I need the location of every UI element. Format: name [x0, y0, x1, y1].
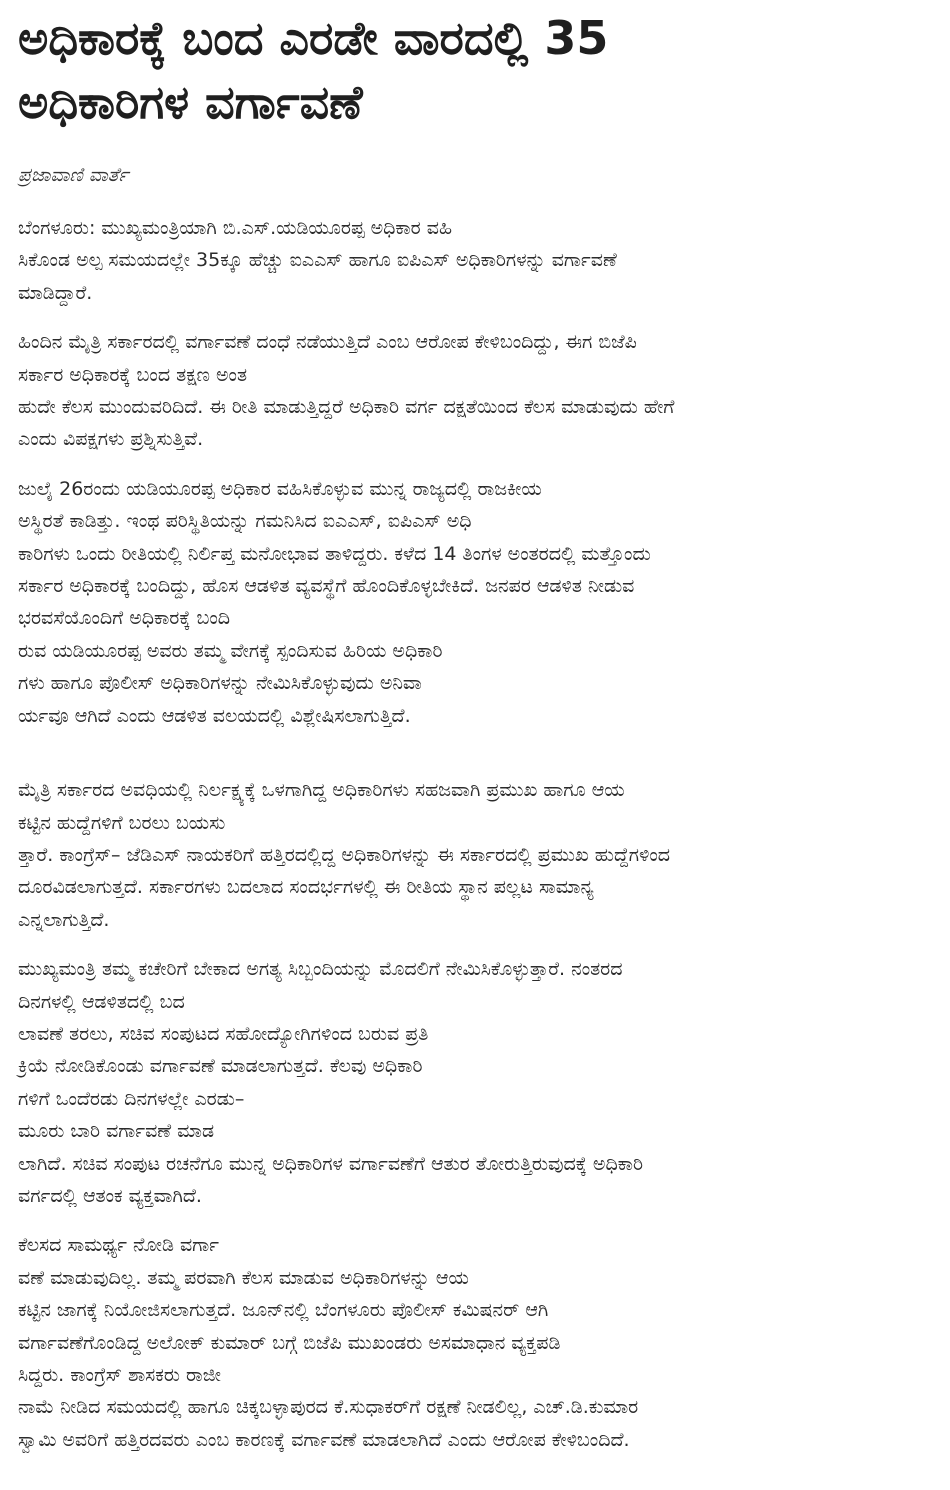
paragraph-line: ಗಳು ಹಾಗೂ ಪೊಲೀಸ್ ಅಧಿಕಾರಿಗಳನ್ನು ನೇಮಿಸಿಕೊಳ್ಳುವುದು ಅನಿವಾ: [18, 672, 422, 695]
article-page: [0, 6, 950, 1490]
paragraph-line: ಲಾಗಿದೆ. ಸಚಿವ ಸಂಪುಟ ರಚನೆಗೂ ಮುನ್ನ ಅಧಿಕಾರಿಗಳ ವರ್ಗಾವಣೆಗೆ ಆತುರ ತೋರುತ್ತಿರುವುದಕ್ಕೆ ಅಧಿಕಾರಿ: [18, 1152, 644, 1175]
article-headline: [18, 6, 930, 134]
paragraph-line: ರುವ ಯಡಿಯೂರಪ್ಪ ಅವರು ತಮ್ಮ ವೇಗಕ್ಕೆ ಸ್ಪಂದಿಸುವ ಹಿರಿಯ ಅಧಿಕಾರಿ: [18, 639, 443, 662]
paragraph-line: ವಣೆ ಮಾಡುವುದಿಲ್ಲ. ತಮ್ಮ ಪರವಾಗಿ ಕೆಲಸ ಮಾಡುವ ಅಧಿಕಾರಿಗಳನ್ನು ಆಯ: [18, 1266, 469, 1289]
paragraph-line: ಮುಖ್ಯಮಂತ್ರಿ ತಮ್ಮ ಕಚೇರಿಗೆ ಬೇಕಾದ ಅಗತ್ಯ ಸಿಬ್ಬಂದಿಯನ್ನು ಮೊದಲಿಗೆ ನೇಮಿಸಿಕೊಳ್ಳುತ್ತಾರೆ. ನಂತರದ: [18, 958, 623, 981]
paragraph-line: ಎಂದು ವಿಪಕ್ಷಗಳು ಪ್ರಶ್ನಿಸುತ್ತಿವೆ.: [18, 428, 204, 451]
paragraph-line: ಜುಲೈ 26ರಂದು ಯಡಿಯೂರಪ್ಪ ಅಧಿಕಾರ ವಹಿಸಿಕೊಳ್ಳುವ ಮುನ್ನ ರಾಜ್ಯದಲ್ಲಿ ರಾಜಕೀಯ: [18, 477, 542, 500]
article-byline: ಪ್ರಜಾವಾಣಿ ವಾರ್ತೆ: [18, 164, 129, 186]
paragraph-line: ಕಟ್ಟಿನ ಹುದ್ದೆಗಳಿಗೆ ಬರಲು ಬಯಸು: [18, 811, 226, 834]
paragraph-line: ಗಳಿಗೆ ಒಂದೆರಡು ದಿನಗಳಲ್ಲೇ ಎರಡು–: [18, 1087, 245, 1110]
paragraph-line: ಸಿಕೊಂಡ ಅಲ್ಪ ಸಮಯದಲ್ಲೇ 35ಕ್ಕೂ ಹೆಚ್ಚು ಐಎಎಸ್ ಹಾಗೂ ಐಪಿಎಸ್ ಅಧಿಕಾರಿಗಳನ್ನು ವರ್ಗಾವಣೆ: [18, 249, 617, 272]
paragraph-line: ಹುದೇ ಕೆಲಸ ಮುಂದುವರಿದಿದೆ. ಈ ರೀತಿ ಮಾಡುತ್ತಿದ್ದರೆ ಅಧಿಕಾರಿ ವರ್ಗ ದಕ್ಷತೆಯಿಂದ ಕೆಲಸ ಮಾಡುವುದು ಹೇಗೆ: [18, 396, 675, 419]
paragraph-line: ಹಿಂದಿನ ಮೈತ್ರಿ ಸರ್ಕಾರದಲ್ಲಿ ವರ್ಗಾವಣೆ ದಂಧೆ ನಡೆಯುತ್ತಿದೆ ಎಂಬ ಆರೋಪ ಕೇಳಿಬಂದಿದ್ದು, ಈಗ ಬಿಜೆಪಿ: [18, 331, 637, 354]
paragraph-line: ಬೆಂಗಳೂರು: ಮುಖ್ಯಮಂತ್ರಿಯಾಗಿ ಬಿ.ಎಸ್.ಯಡಿಯೂರಪ್ಪ ಅಧಿಕಾರ ವಹಿ: [18, 217, 453, 239]
paragraph-line: ಕ್ರಿಯೆ ನೋಡಿಕೊಂಡು ವರ್ಗಾವಣೆ ಮಾಡಲಾಗುತ್ತದೆ. ಕೆಲವು ಅಧಿಕಾರಿ: [18, 1055, 423, 1078]
paragraph-line: ಲಾವಣೆ ತರಲು, ಸಚಿವ ಸಂಪುಟದ ಸಹೋದ್ಯೋಗಿಗಳಿಂದ ಬರುವ ಪ್ರತಿ: [18, 1022, 429, 1045]
paragraph-line: ತ್ತಾರೆ. ಕಾಂಗ್ರೆಸ್‌– ಜೆಡಿಎಸ್ ನಾಯಕರಿಗೆ ಹತ್ತಿರದಲ್ಲಿದ್ದ ಅಧಿಕಾರಿಗಳನ್ನು ಈ ಸರ್ಕಾರದಲ್ಲಿ ಪ್ರಮುಖ ಹುದ್ದೆಗಳಿಂದ: [18, 843, 671, 866]
paragraph-line: ಮಾಡಿದ್ದಾರೆ.: [18, 281, 93, 304]
paragraph-line: ಭರವಸೆಯೊಂದಿಗೆ ಅಧಿಕಾರಕ್ಕೆ ಬಂದಿ: [18, 607, 231, 630]
paragraph-line: ಕಟ್ಟಿನ ಜಾಗಕ್ಕೆ ನಿಯೋಜಿಸಲಾಗುತ್ತದೆ. ಜೂನ್‌ನಲ್ಲಿ ಬೆಂಗಳೂರು ಪೊಲೀಸ್ ಕಮಿಷನರ್ ಆಗಿ: [18, 1299, 549, 1322]
paragraph-line: ಅಸ್ಥಿರತೆ ಕಾಡಿತ್ತು. ಇಂಥ ಪರಿಸ್ಥಿತಿಯನ್ನು ಗಮನಿಸಿದ ಐಎಎಸ್, ಐಪಿಎಸ್ ಅಧಿ: [18, 510, 472, 533]
paragraph-line: ಮೈತ್ರಿ ಸರ್ಕಾರದ ಅವಧಿಯಲ್ಲಿ ನಿರ್ಲಕ್ಷ್ಯಕ್ಕೆ ಒಳಗಾಗಿದ್ದ ಅಧಿಕಾರಿಗಳು ಸಹಜವಾಗಿ ಪ್ರಮುಖ ಹಾಗೂ ಆಯ: [18, 779, 625, 802]
paragraph-line: ದೂರವಿಡಲಾಗುತ್ತದೆ. ಸರ್ಕಾರಗಳು ಬದಲಾದ ಸಂದರ್ಭಗಳಲ್ಲಿ ಈ ರೀತಿಯ ಸ್ಥಾನ ಪಲ್ಲಟ ಸಾಮಾನ್ಯ: [18, 876, 594, 899]
article-paragraph: [18, 326, 930, 456]
paragraph-line: ಸಿದ್ದರು. ಕಾಂಗ್ರೆಸ್ ಶಾಸಕರು ರಾಜೀ: [18, 1364, 221, 1386]
article-paragraph: [18, 1229, 930, 1456]
headline-line: ಅಧಿಕಾರಿಗಳ ವರ್ಗಾವಣೆ: [18, 75, 363, 129]
paragraph-line: ರ್ಯವೂ ಆಗಿದೆ ಎಂದು ಆಡಳಿತ ವಲಯದಲ್ಲಿ ವಿಶ್ಲೇಷಿಸಲಾಗುತ್ತಿದೆ.: [18, 704, 411, 727]
paragraph-line: ಸ್ವಾಮಿ ಅವರಿಗೆ ಹತ್ತಿರದವರು ಎಂಬ ಕಾರಣಕ್ಕೆ ವರ್ಗಾವಣೆ ಮಾಡಲಾಗಿದೆ ಎಂದು ಆರೋಪ ಕೇಳಿಬಂದಿದೆ.: [18, 1428, 630, 1451]
article-body: [18, 212, 930, 1456]
article-paragraph: [18, 212, 930, 309]
article-paragraph: [18, 953, 930, 1212]
paragraph-line: ದಿನಗಳಲ್ಲಿ ಆಡಳಿತದಲ್ಲಿ ಬದ: [18, 990, 185, 1013]
headline-line: ಅಧಿಕಾರಕ್ಕೆ ಬಂದ ಎರಡೇ ವಾರದಲ್ಲಿ 35: [18, 11, 609, 65]
article-paragraph: [18, 473, 930, 732]
paragraph-line: ವರ್ಗದಲ್ಲಿ ಆತಂಕ ವ್ಯಕ್ತವಾಗಿದೆ.: [18, 1184, 202, 1207]
paragraph-line: ಎನ್ನಲಾಗುತ್ತಿದೆ.: [18, 908, 110, 931]
paragraph-line: ವರ್ಗಾವಣೆಗೊಂಡಿದ್ದ ಅಲೋಕ್ ಕುಮಾರ್ ಬಗ್ಗೆ ಬಿಜೆಪಿ ಮುಖಂಡರು ಅಸಮಾಧಾನ ವ್ಯಕ್ತಪಡಿ: [18, 1331, 561, 1354]
paragraph-line: ಕೆಲಸದ ಸಾಮರ್ಥ್ಯ ನೋಡಿ ವರ್ಗಾ: [18, 1234, 220, 1257]
paragraph-line: ಕಾರಿಗಳು ಒಂದು ರೀತಿಯಲ್ಲಿ ನಿರ್ಲಿಪ್ತ ಮನೋಭಾವ ತಾಳಿದ್ದರು. ಕಳೆದ 14 ತಿಂಗಳ ಅಂತರದಲ್ಲಿ ಮತ್ತೊಂದು: [18, 542, 651, 565]
paragraph-line: ಸರ್ಕಾರ ಅಧಿಕಾರಕ್ಕೆ ಬಂದಿದ್ದು, ಹೊಸ ಆಡಳಿತ ವ್ಯವಸ್ಥೆಗೆ ಹೊಂದಿಕೊಳ್ಳಬೇಕಿದೆ. ಜನಪರ ಆಡಳಿತ ನೀಡುವ: [18, 575, 635, 598]
paragraph-line: ಸರ್ಕಾರ ಅಧಿಕಾರಕ್ಕೆ ಬಂದ ತಕ್ಷಣ ಅಂತ: [18, 363, 248, 386]
article-paragraph: [18, 774, 930, 936]
paragraph-line: ಮೂರು ಬಾರಿ ವರ್ಗಾವಣೆ ಮಾಡ: [18, 1120, 215, 1143]
paragraph-line: ನಾಮೆ ನೀಡಿದ ಸಮಯದಲ್ಲಿ ಹಾಗೂ ಚಿಕ್ಕಬಳ್ಳಾಪುರದ ಕೆ.ಸುಧಾಕರ್‌ಗೆ ರಕ್ಷಣೆ ನೀಡಲಿಲ್ಲ, ಎಚ್.ಡಿ.ಕುಮಾರ: [18, 1396, 639, 1419]
